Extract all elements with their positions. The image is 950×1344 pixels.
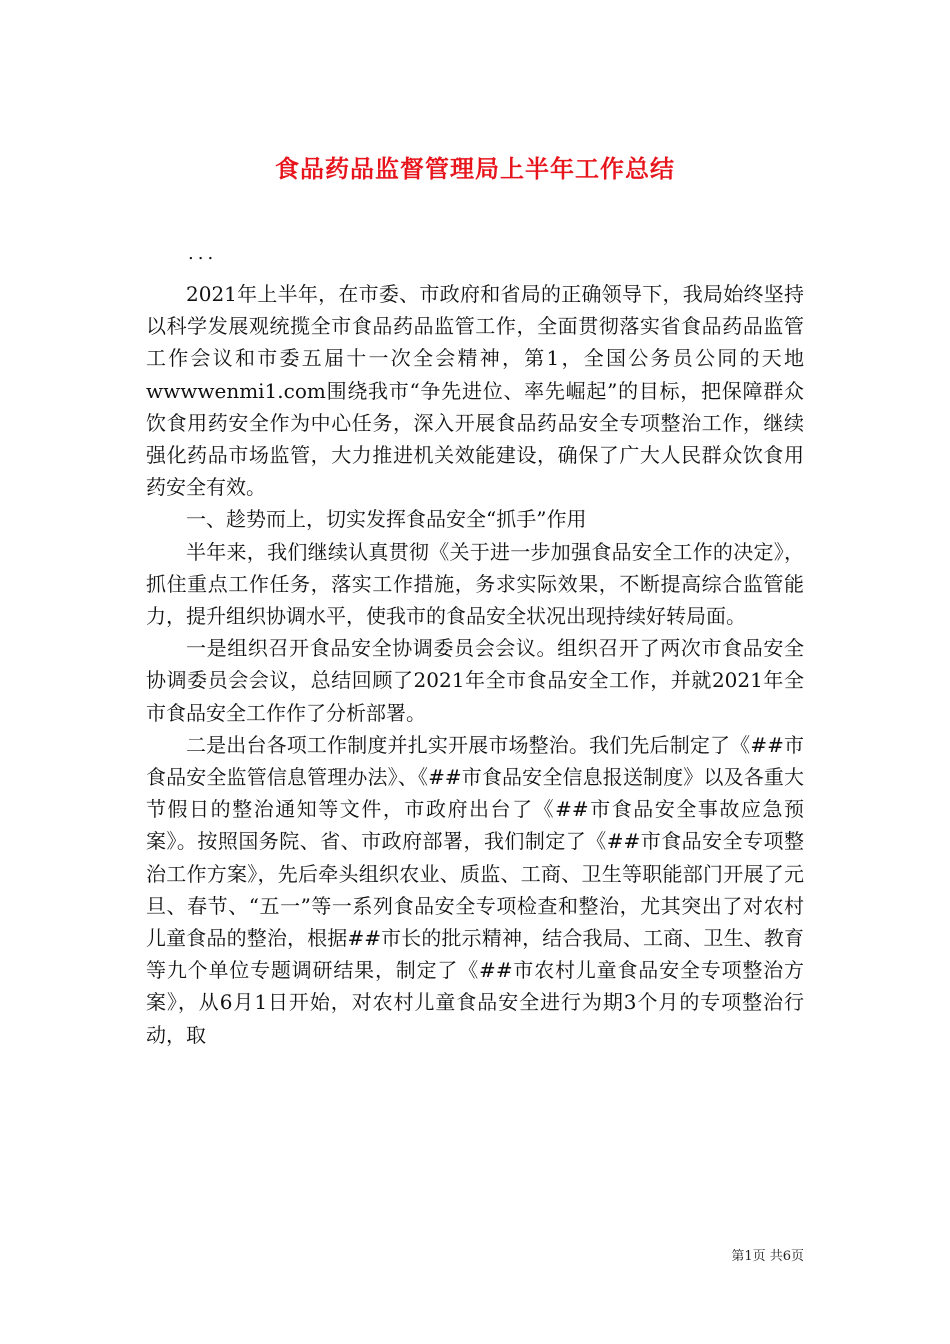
page-number-footer: 第1页 共6页 <box>731 1249 804 1264</box>
paragraph-half-year: 半年来，我们继续认真贯彻《关于进一步加强食品安全工作的决定》，抓住重点工作任务，落实工作措施，务求实际效果，不断提高综合监管能力，提升组织协调水平，使我市的食品安全状况出现持续好转局面。 <box>146 539 804 629</box>
paragraph-point-1: 一是组织召开食品安全协调委员会会议。组织召开了两次市食品安全协调委员会会议，总结回顾了2021年全市食品安全工作，并就2021年全市食品安全工作作了分析部署。 <box>146 636 804 725</box>
page-title: 食品药品监督管理局上半年工作总结 <box>275 154 675 184</box>
paragraph-point-2: 二是出台各项工作制度并扎实开展市场整治。我们先后制定了《##市食品安全监管信息管理办法》、《##市食品安全信息报送制度》以及各重大节假日的整治通知等文件，市政府出台了《##市食品安全事故应急预案》。按照国务院、省、市政府部署，我们制定了《##市食品安全专项整治工作方案》，先后牵头组织农业、质监、工商、卫生等职能部门开展了元旦、春节、“五一”等一系列食品安全专项检查和整治，尤其突出了对农村儿童食品的整治，根据##市长的批示精神，结合我局、工商、卫生、教育等九个单位专题调研结果，制定了《##市农村儿童食品安全专项整治方案》，从6月1日开始，对农村儿童食品安全进行为期3个月的专项整治行动，取 <box>146 732 804 1047</box>
paragraph-intro: 2021年上半年，在市委、市政府和省局的正确领导下，我局始终坚持以科学发展观统揽全市食品药品监管工作，全面贯彻落实省食品药品监管工作会议和市委五届十一次全会精神，第1，全国公务员公同的天地wwwwenmi1.com围绕我市“争先进位、率先崛起”的目标，把保障群众饮食用药安全作为中心任务，深入开展食品药品安全专项整治工作，继续强化药品市场监管，大力推进机关效能建设，确保了广大人民群众饮食用药安全有效。 <box>146 282 804 500</box>
document-body <box>146 278 804 1051</box>
ellipsis-marker: ... <box>188 243 218 264</box>
section-heading-1: 一、趁势而上，切实发挥食品安全“抓手”作用 <box>186 507 587 532</box>
